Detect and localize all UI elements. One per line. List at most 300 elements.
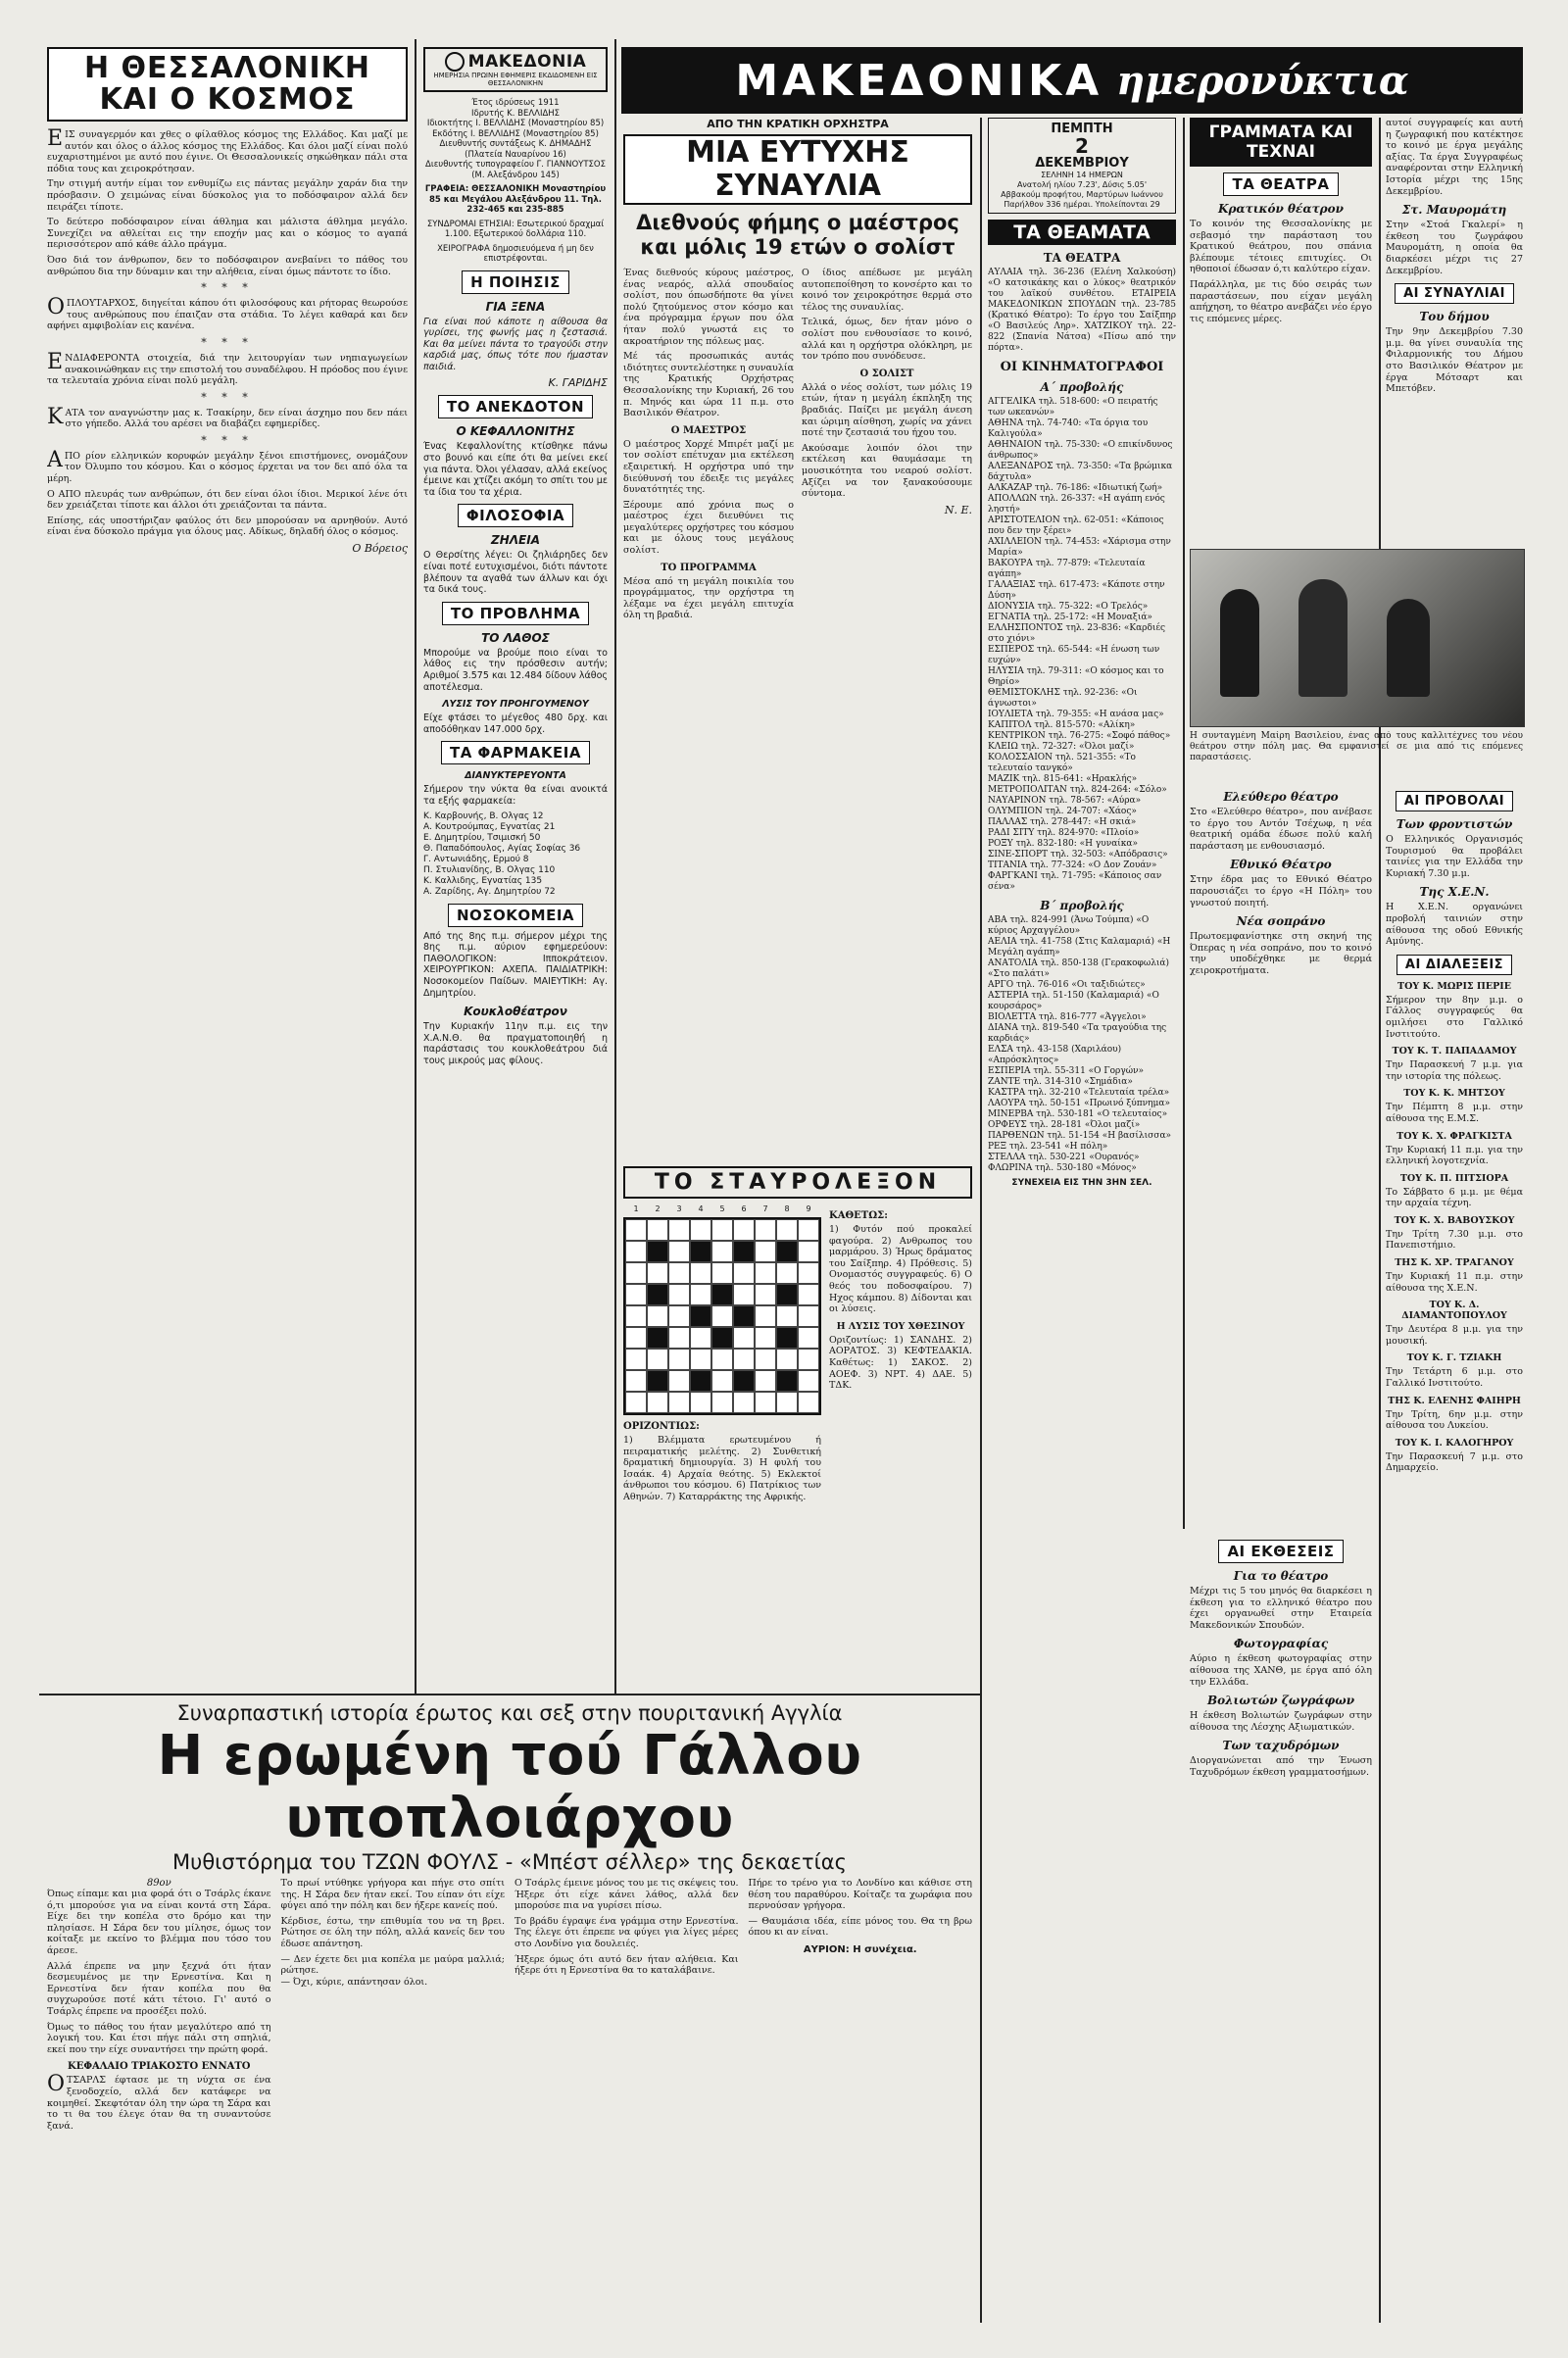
down-title: ΚΑΘΕΤΩΣ:: [829, 1210, 888, 1221]
anecdote-text: Ένας Κεφαλλονίτης κτίσθηκε πάνω στο βουνό και είπε ότι θα μείνει εκεί για πάντα. Όλοι γέλασαν, αλλά εκείνος έμεινε και χτίζει ακόμη το σπίτι του με τα ίδια του τα χέρια.: [423, 441, 608, 498]
article-paragraph: ΑΠΟ ρίον ελληνικών κορυφών μεγάλην ξένοι επιστήμονες, ονομάζουν τον Όλυμπο του κόσμου. Και ο κόσμος έρχεται να τον δει από όλα τα μέρη.: [47, 447, 408, 485]
crossword-cell[interactable]: [733, 1349, 755, 1370]
crossword-cell[interactable]: [625, 1284, 647, 1305]
article-paragraph: Το δεύτερο ποδόσφαιρον είναι άθλημα και μάλιστα άθλημα μεγάλο. Συνεχίζει να αθλείται εις την εποχήν μας και ο κόσμος το αγαπά περισσότερον από κάθε άλλο πράγμα.: [47, 217, 408, 251]
concert-col-a: [623, 268, 794, 625]
hospitals-text: Από της 8ης π.μ. σήμερον μέχρι της 8ης π.μ. αύριον εφημερεύουν: ΠΑΘΟΛΟΓΙΚΟΝ: Ιπποκράτειον. ΧΕΙΡΟΥΡΓΙΚΟΝ: ΑΧΕΠΑ. ΠΑΙΔΙΑΤΡΙΚΗ: Νοσοκομείον Παίδων. ΜΑΙΕΥΤΙΚΗ: Αγ. Δημητρίου.: [423, 930, 608, 999]
exhibition-theatre-title: Για το θέατρο: [1233, 1569, 1329, 1583]
soloist-subhead: Ο ΣΟΛΙΣΤ: [859, 368, 914, 379]
crossword-cell[interactable]: [625, 1305, 647, 1327]
crossword-cell[interactable]: [625, 1219, 647, 1241]
theatres-tab: ΤΑ ΘΕΑΤΡΑ: [1223, 172, 1338, 196]
novel-paragraph: Ήξερε όμως ότι αυτό δεν ήταν αλήθεια. Και ήξερε ότι η Ερνεστίνα θα το καταλάβαινε.: [514, 1953, 739, 1977]
volos-painters-text: Η έκθεση Βολιωτών ζωγράφων στην αίθουσα της Λέσχης Αξιωματικών.: [1190, 1710, 1372, 1733]
month: ΔΕΚΕΜΒΡΙΟΥ: [1035, 156, 1129, 171]
crossword-number: 2: [655, 1204, 661, 1213]
crossword-cell[interactable]: [798, 1262, 819, 1284]
photo-caption: Η συνταγμένη Μαίρη Βασιλείου, ένας από τους καλλιτέχνες του νέου θεάτρου στην πόλη μας. Θα εμφανιστεί σε μια από τις επόμενες παραστάσεις.: [1190, 731, 1523, 762]
crossword-cell: [711, 1327, 733, 1349]
novel-col-2: [281, 1878, 506, 2136]
cinema-item: ΔΙΟΝΥΣΙΑ τηλ. 75-322: «Ο Τρελός»: [988, 602, 1149, 612]
cinema-item: ΑΕΛΙΑ τηλ. 41-758 (Στις Καλαμαριά) «Η Μεγάλη αγάπη»: [988, 937, 1171, 958]
crossword-cell[interactable]: [755, 1327, 776, 1349]
cinema-item: ΚΛΕΙΩ τηλ. 72-327: «Όλοι μαζί»: [988, 742, 1135, 752]
cinema-item: ΣΤΕΛΛΑ τηλ. 530-221 «Ουρανός»: [988, 1153, 1140, 1162]
col7-lower: [1386, 784, 1523, 2323]
masthead-title: ΜΑΚΕΔΟΝΙΑ: [467, 52, 587, 72]
first-run-title: Α΄ προβολής: [1040, 380, 1124, 394]
crossword-cell[interactable]: [690, 1327, 711, 1349]
lecture-title: ΤΗΣ Κ. ΧΡ. ΤΡΑΓΑΝΟΥ: [1395, 1257, 1514, 1269]
cinema-item: ΟΡΦΕΥΣ τηλ. 28-181 «Όλοι μαζί»: [988, 1120, 1141, 1130]
cinema-item: ΡΟΞΥ τηλ. 832-180: «Η γυναίκα»: [988, 839, 1139, 849]
crossword-cell[interactable]: [755, 1262, 776, 1284]
shows-title: ΤΑ ΘΕΑΜΑΤΑ: [988, 220, 1176, 245]
philosophy-text: Ο Θερσίτης λέγει: Οι ζηλιάρηδες δεν είναι ποτέ ευτυχισμένοι, διότι πάντοτε βλέπουν τα αγαθά των άλλων και όχι τα δικά τους.: [423, 550, 608, 596]
cinema-item: ΕΣΠΕΡΟΣ τηλ. 65-544: «Η ένωση των ευχών»: [988, 645, 1160, 665]
column-thessaloniki: [47, 47, 408, 1694]
cinema-item: ΑΡΙΣΤΟΤΕΛΙΟΝ τηλ. 62-051: «Κάποιος που δεν την ξέρει»: [988, 516, 1164, 536]
crossword-number: 9: [806, 1204, 811, 1213]
cinema-item: ΠΑΡΘΕΝΩΝ τηλ. 51-154 «Η βασίλισσα»: [988, 1131, 1172, 1141]
soprano-title: Νέα σοπράνο: [1236, 914, 1326, 929]
concerts-text: Την 9ην Δεκεμβρίου 7.30 μ.μ. θα γίνει συναυλία της Φιλαρμονικής του Δήμου στο Βασιλικόν Θέατρον με έργα Μότσαρτ και Μπετόβεν.: [1386, 326, 1523, 395]
lecture-title: ΤΟΥ Κ. Κ. ΜΗΤΣΟΥ: [1403, 1088, 1505, 1100]
crossword-cell[interactable]: [798, 1241, 819, 1262]
crossword-cell[interactable]: [755, 1219, 776, 1241]
screenings-title: ΑΙ ΠΡΟΒΟΛΑΙ: [1396, 791, 1513, 811]
free-theatre-title: Ελεύθερο θέατρο: [1223, 790, 1339, 804]
article-paragraph: Επίσης, εάς υποστήριζαν φαύλος ότι δεν μπορούσαν να αρνηθούν. Αυτό είναι ένα δύσκολο πράγμα για όλους μας. Αδίκως, δηλαδή όλος ο κόσμος.: [47, 515, 408, 538]
crossword-cell[interactable]: [647, 1219, 668, 1241]
article-paragraph: Όσο διά τον άνθρωπον, δεν το ποδόσφαιρον ανεβαίνει το πάθος του ανθρώπου δια την δύναμιν και την αλήθεια, είναι όμως πάντοτε το ίδιο.: [47, 254, 408, 277]
novel-col-3: [514, 1878, 739, 2136]
section-separator: * * *: [201, 433, 254, 447]
crossword-cell[interactable]: [711, 1392, 733, 1413]
crossword-cell[interactable]: [776, 1392, 798, 1413]
crossword-cell[interactable]: [755, 1370, 776, 1392]
crossword-number: 4: [698, 1204, 704, 1213]
novel-paragraph: Ο Τσάρλς έμεινε μόνος του με τις σκέψεις του. Ήξερε ότι είχε κάνει λάθος, αλλά δεν μπορούσε πια να γυρίσει πίσω.: [514, 1878, 739, 1912]
crossword-cell[interactable]: [798, 1284, 819, 1305]
photo-figure: [1298, 579, 1348, 697]
problem-text: Μπορούμε να βρούμε ποιο είναι το λάθος εις την πρόσθεσιν αυτήν; Αριθμοί 3.575 και 12.484 δίδουν λάθος αποτέλεσμα.: [423, 647, 608, 693]
novel-headline: Η ερωμένη τού Γάλλου υποπλοιάρχου: [157, 1724, 862, 1850]
section-separator: * * *: [201, 390, 254, 404]
crossword-cell[interactable]: [625, 1262, 647, 1284]
crossword-cell: [776, 1284, 798, 1305]
section-separator: * * *: [201, 281, 254, 295]
crossword-cell[interactable]: [625, 1392, 647, 1413]
pharmacy-item: Π. Στυλιανίδης, Β. Ολγας 110: [423, 864, 556, 875]
state-theatre-text: Το κοινόν της Θεσσαλονίκης με σεβασμό την παράσταση του Κρατικού θεάτρου, που σπάνια βλέπουμε τέτοιες επιτυχίες. Οι ηθοποιοί έδωσαν ό,τι καλύτερο είχαν.: [1190, 219, 1372, 275]
crossword-cell[interactable]: [711, 1370, 733, 1392]
cinema-item: ΑΓΓΕΛΙΚΑ τηλ. 518-600: «Ο πειρατής των ωκεανών»: [988, 397, 1158, 418]
national-theatre-text: Στην έδρα μας το Εθνικό Θέατρο παρουσιάζει το έργο «Η Πόλη» του γνωστού ποιητή.: [1190, 874, 1372, 909]
crossword-cell[interactable]: [733, 1392, 755, 1413]
pharmacies-list: [423, 811, 608, 898]
crossword-column-numbers: [625, 1204, 819, 1213]
lecture-text: Την Παρασκευή 7 μ.μ. στο Δημαρχείο.: [1386, 1450, 1523, 1474]
poem-text: Για είναι πού κάποτε η αίθουσα θα γυρίσει, της φωνής μας η ζεστασιά. Και θα μείνει πάντα το τραγούδι στην καρδιά μας, όπως τότε που ήμασταν παιδιά.: [423, 316, 608, 372]
column-rule: [415, 39, 416, 1695]
crossword-cell[interactable]: [711, 1219, 733, 1241]
exhibition-theatre-text: Μέχρι τις 5 του μηνός θα διαρκέσει η έκθεση για το ελληνικό θέατρο που έχει οργανωθεί στην Εταιρεία Μακεδονικών Σπουδών.: [1190, 1586, 1372, 1631]
puppet-text: Την Κυριακήν 11ην π.μ. εις την Χ.Α.Ν.Θ. θα πραγματοποιηθή η παράστασις του κουκλοθεάτρου διά τους μικρούς μας φίλους.: [423, 1021, 608, 1066]
screenings-subtitle: Των φροντιστών: [1396, 817, 1513, 831]
crossword-cell[interactable]: [668, 1241, 690, 1262]
puppet-title: Κουκλοθέατρον: [464, 1005, 567, 1019]
cinema-item: ΟΛΥΜΠΙΟΝ τηλ. 24-707: «Χάος»: [988, 807, 1137, 816]
crossword-cell[interactable]: [625, 1349, 647, 1370]
lectures-list: [1386, 981, 1523, 1474]
cinema-item: ΕΓΝΑΤΙΑ τηλ. 25-172: «Η Μοναξιά»: [988, 613, 1152, 622]
crossword-cell[interactable]: [690, 1284, 711, 1305]
crossword-cell[interactable]: [733, 1284, 755, 1305]
anecdote-title: ΤΟ ΑΝΕΚΔΟΤΟΝ: [438, 395, 593, 418]
crossword-cell[interactable]: [711, 1262, 733, 1284]
crossword-cell[interactable]: [668, 1370, 690, 1392]
novel-body: [47, 1878, 972, 2136]
lecture-title: ΤΟΥ Κ. ΜΩΡΙΣ ΠΕΡΙΕ: [1397, 980, 1511, 992]
pharmacy-item: Κ. Καρβουνής, Β. Ολγας 12: [423, 811, 544, 821]
novel-paragraph: Το βράδυ έγραψε ένα γράμμα στην Ερνεστίνα. Της έλεγε ότι έπρεπε να φύγει για λίγες μέρες στο Λονδίνο για δουλειές.: [514, 1915, 739, 1949]
poetry-title: Η ΠΟΙΗΣΙΣ: [462, 270, 569, 294]
novel-paragraph: — Δεν έχετε δει μια κοπέλα με μαύρα μαλλιά; ρώτησε. — Όχι, κύριε, απάντησαν όλοι.: [280, 1953, 505, 1988]
crossword-cell[interactable]: [668, 1305, 690, 1327]
tomorrow-note: ΑΥΡΙΟΝ: Η συνέχεια.: [803, 1943, 917, 1955]
crossword-cell[interactable]: [755, 1349, 776, 1370]
crossword-number: 6: [741, 1204, 747, 1213]
cinema-item: ΜΑΖΙΚ τηλ. 815-641: «Ηρακλής»: [988, 774, 1138, 784]
crossword-cell: [647, 1370, 668, 1392]
photo-figure: [1387, 599, 1430, 697]
banner-title: ΜΑΚΕΔΟΝΙΚΑ: [735, 55, 1103, 106]
crossword-cell[interactable]: [690, 1392, 711, 1413]
crossword-cell[interactable]: [711, 1305, 733, 1327]
masthead-info: [423, 98, 608, 265]
crossword-cell: [690, 1305, 711, 1327]
concerts-title: ΑΙ ΣΥΝΑΥΛΙΑΙ: [1395, 283, 1514, 304]
problem-subtitle: ΤΟ ΛΑΘΟΣ: [481, 630, 550, 645]
emblem-icon: [445, 52, 465, 72]
crossword-section: [623, 1166, 972, 1691]
painter-title: Στ. Μαυρομάτη: [1401, 203, 1507, 218]
cinema-item: ΣΙΝΕ-ΣΠΟΡΤ τηλ. 32-503: «Απόδρασις»: [988, 850, 1168, 860]
novel-kicker: Συναρπαστική ιστορία έρωτος και σεξ στην πουριτανική Αγγλία: [176, 1701, 843, 1725]
editor: Διευθυντής συντάξεως Κ. ΔΗΜΑΔΗΣ (Πλατεία Ναυαρίνου 16): [439, 139, 592, 160]
novel-paragraph: Κέρδισε, έστω, την επιθυμία του να τη βρει. Ρώτησε σε όλη την πόλη, αλλά κανείς δεν του έδωσε απάντηση.: [280, 1915, 505, 1949]
novel-paragraph: ΟΤΣΑΡΛΣ έφτασε με τη νύχτα σε ένα ξενοδοχείο, αλλά δεν κατάφερε να κοιμηθεί. Σκεφτόταν όλη την ώρα τη Σάρα και το τι θα του έλεγε όταν θα τη συναντούσε ξανά.: [47, 2072, 271, 2132]
section-banner: [621, 47, 1523, 114]
photo-caption-box: [1190, 731, 1523, 780]
lecture-title: ΤΟΥ Κ. Τ. ΠΑΠΑΔΑΜΟΥ: [1392, 1046, 1517, 1057]
crossword-cell[interactable]: [776, 1305, 798, 1327]
cinema-item: ΑΘΗΝΑ τηλ. 74-740: «Τα όργια του Καλιγούλα»: [988, 418, 1149, 439]
subscriptions: ΣΥΝΔΡΟΜΑΙ ΕΤΗΣΙΑΙ: Εσωτερικού δραχμαί 1.100. Εξωτερικού δολλάρια 110.: [426, 219, 605, 239]
date-box: [988, 118, 1176, 214]
crossword-body: [623, 1204, 972, 1507]
xen-text: Η Χ.Ε.Ν. οργανώνει προβολή ταινιών στην αίθουσα της οδού Εθνικής Αμύνης.: [1386, 902, 1523, 948]
crossword-cell[interactable]: [668, 1284, 690, 1305]
crossword-cell[interactable]: [798, 1219, 819, 1241]
state-theatre-title: Κρατικόν θέατρον: [1218, 202, 1344, 216]
printer: Διευθυντής τυπογραφείου Γ. ΓΙΑΝΝΟΥΤΣΟΣ (Μ. Αλεξάνδρου 145): [425, 160, 606, 180]
crossword-cell[interactable]: [625, 1327, 647, 1349]
crossword-solution: Οριζοντίως: 1) ΣΑΝΔΗΣ. 2) ΑΟΡΑΤΟΣ. 3) ΚΕΦΤΕΔΑΚΙΑ. Καθέτως: 1) ΣΑΚΟΣ. 2) ΑΟΕΦ. 3) ΝΡΤ. 4) ΔΑΕ. 5) ΤΔΚ.: [829, 1334, 972, 1392]
concert-deck: Διεθνούς φήμης ο μαέστρος και μόλις 19 ετών ο σολίστ: [636, 211, 959, 259]
lecture-text: Την Τρίτη, 6ην μ.μ. στην αίθουσα του Λυκείου.: [1386, 1408, 1523, 1432]
banner-script: ημερονύκτια: [1116, 57, 1409, 104]
crossword-cell[interactable]: [798, 1327, 819, 1349]
crossword-cell[interactable]: [668, 1219, 690, 1241]
serial-number: 89ον: [146, 1878, 172, 1889]
concert-col-b: [802, 268, 972, 625]
concert-subtitle: Του δήμου: [1419, 310, 1490, 324]
soprano-text: Πρωτοεμφανίστηκε στη σκηνή της Όπερας η νέα σοπράνο, που το κοινό την υποδέχθηκε με θερμά χειροκροτήματα.: [1190, 931, 1372, 976]
pharmacy-item: Ε. Δημητρίου, Τσιμισκή 50: [423, 832, 541, 843]
column-masthead: [423, 47, 608, 1694]
crossword-left: [623, 1204, 821, 1507]
anecdote-subtitle: Ο ΚΕΦΑΛΛΟΝΙΤΗΣ: [456, 424, 575, 439]
article-paragraph: Ένας διεθνούς κύρους μαέστρος, ένας νεαρός, αλλά σπουδαίος σολίστ, που όπωσδήποτε θα γίνει πολύ ζητούμενος στον κόσμο και ένα πρόγραμμα έργων που όλα ήταν πολύ γνωστά εις το ακροατήριον της πόλεως μας.: [623, 268, 794, 347]
article-paragraph: ΚΑΤΑ τον αναγνώστην μας κ. Τσακίρην, δεν είναι άσχημο που δεν πάει στο γήπεδο. Αλλά του αρέσει να διαβάζει εφημερίδες.: [47, 404, 408, 430]
free-theatre-text: Στο «Ελεύθερο θέατρο», που ανέβασε το έργο του Αντόν Τσέχωφ, η νέα θεατρική ομάδα έδωσε πολύ καλή παράσταση με ενθουσιασμό.: [1190, 807, 1372, 852]
novel-paragraph: Πήρε το τρένο για το Λονδίνο και κάθισε στη θέση του παραθύρου. Κοίταζε τα χωράφια που περνούσαν γρήγορα.: [748, 1878, 972, 1912]
lecture-title: ΤΟΥ Κ. Π. ΠΙΤΣΙΟΡΑ: [1399, 1172, 1509, 1184]
cinema-item: ΚΟΛΟΣΣΑΙΟΝ τηλ. 521-355: «Το τελευταίο τανγκό»: [988, 753, 1136, 773]
program-subhead: ΤΟ ΠΡΟΓΡΑΜΜΑ: [661, 562, 757, 573]
crossword-cell[interactable]: [647, 1305, 668, 1327]
cinema-item: ΔΙΑΝΑ τηλ. 819-540 «Τα τραγούδια της καρδιάς»: [988, 1023, 1167, 1044]
down-clues: 1) Φυτόν πού προκαλεί φαγούρα. 2) Ανθρωπος του μαρμάρου. 3) Ήρως δράματος του Σαίξπηρ. 4) Πρόθεσις. 5) Ονομαστός συγγραφεύς. 6) Ο θεός του ποδοσφαίρου. 7) Ηχος κάμπου. 8) Δίδονται και οι λύσεις.: [829, 1224, 972, 1315]
crossword-cell[interactable]: [733, 1262, 755, 1284]
arts-header: ΓΡΑΜΜΑΤΑ ΚΑΙ ΤΕΧΝΑΙ: [1190, 118, 1372, 167]
crossword-cell[interactable]: [668, 1349, 690, 1370]
lecture-title: ΤΗΣ Κ. ΕΛΕΝΗΣ ΦΑΙΗΡΗ: [1388, 1395, 1521, 1406]
crossword-number: 3: [676, 1204, 682, 1213]
crossword-solution-title: Η ΛΥΣΙΣ ΤΟΥ ΧΘΕΣΙΝΟΥ: [836, 1320, 965, 1332]
crossword-cell[interactable]: [755, 1392, 776, 1413]
crossword-cell[interactable]: [625, 1241, 647, 1262]
article-paragraph: Ο ίδιος απέδωσε με μεγάλη αυτοπεποίθηση το κονσέρτο και το κοινό τον χειροκρότησε θερμά στο τέλος της συναυλίας.: [802, 268, 972, 313]
arts-intro: αυτοί συγγραφείς και αυτή η ζωγραφική που κατέκτησε το κοινό με έργα μεγάλης αξίας. Τα έργα Συγγραφέως αναφέρονται στην Ελληνική Ιστορία μέχρι της 15ης Δεκεμβρίου.: [1386, 118, 1523, 197]
cinema-item: ΑΛΚΑΖΑΡ τηλ. 76-186: «Ιδιωτική ζωή»: [988, 483, 1163, 493]
cinema-item: ΚΑΠΙΤΟΛ τηλ. 815-570: «Αλίκη»: [988, 720, 1136, 730]
crossword-cell[interactable]: [798, 1305, 819, 1327]
lecture-text: Την Πέμπτη 8 μ.μ. στην αίθουσα της Ε.Μ.Σ.: [1386, 1102, 1523, 1124]
cinema-item: ΒΑΚΟΥΡΑ τηλ. 77-879: «Τελευταία αγάπη»: [988, 559, 1146, 579]
pharmacies-intro: Σήμερον την νύκτα θα είναι ανοικτά τα εξής φαρμακεία:: [423, 784, 608, 807]
saints-day: Αββακούμ προφήτου, Μαρτύρων Ιωάννου: [1001, 190, 1163, 199]
pharmacy-item: Κ. Καλλιδης, Εγνατίας 135: [423, 875, 543, 886]
article-paragraph: Μέ τάς προσωπικάς αυτάς ιδιότητες συντελέστηκε η συναυλία της Κρατικής Ορχήστρας Θεσσαλονίκης την Κυριακή, 26 του π. Μηνός και ώρα 11 π.μ. στο Βασιλικόν Θέατρον.: [623, 351, 794, 419]
day-number: 2: [1075, 134, 1089, 158]
col7-upper: [1386, 118, 1523, 549]
crossword-cell[interactable]: [776, 1219, 798, 1241]
manuscripts-note: ΧΕΙΡΟΓΡΑΦΑ δημοσιευόμενα ή μη δεν επιστρέφονται.: [437, 243, 594, 264]
concert-body: [623, 268, 972, 625]
masthead-row: [428, 52, 603, 72]
concert-headline: ΜΙΑ ΕΥΤΥΧΗΣ ΣΥΝΑΥΛΙΑ: [623, 134, 972, 205]
novel-col-1: [47, 1878, 271, 2136]
cinemas-title: ΟΙ ΚΙΝΗΜΑΤΟΓΡΑΦΟΙ: [1000, 360, 1164, 374]
lecture-text: Το Σάββατο 6 μ.μ. με θέμα την αρχαία τέχνη.: [1386, 1186, 1523, 1209]
masthead-subtitle: ΗΜΕΡΗΣΙΑ ΠΡΩΙΝΗ ΕΦΗΜΕΡΙΣ ΕΚΔΙΔΟΜΕΝΗ ΕΙΣ ΘΕΣΣΑΛΟΝΙΚΗΝ: [433, 72, 598, 87]
novel-paragraph: Όπως είπαμε και μια φορά ότι ο Τσάρλς έκανε ό,τι μπορούσε για να είναι κοντά στη Σάρα. Είχε δει την κοπέλα στο δρόμο και την πλησίασε. Η Σάρα δεν του μίλησε, όμως τον κοίταξε με εκείνο το βλέμμα που τόσο του άρεσε.: [47, 1889, 271, 1956]
article-paragraph: ΕΙΣ συναγερμόν και χθες ο φίλαθλος κόσμος της Ελλάδος. Και μαζί με αυτόν και όλος ο άλλος κόσμος της Ελλάδος. Και όλοι μαζί είναι πολύ ευχαριστημένοι με αυτό που έγινε. Οι Θεσσαλονικείς σηκώθηκαν πάλι στα πόδια τους και χειροκρότησαν.: [47, 126, 408, 174]
across-title: ΟΡΙΖΟΝΤΙΩΣ:: [623, 1421, 700, 1432]
crossword-cell[interactable]: [690, 1349, 711, 1370]
article-paragraph: ΟΠΛΟΥΤΑΡΧΟΣ, διηγείται κάπου ότι φιλοσόφους και ρήτορας θεωρούσε τους ανθρώπους που έπαιζαν στα στάδια. Το λέγει καθαρά και δεν αφήνει αμφιβολίαν εις κανένα.: [47, 295, 408, 332]
pharmacies-title: ΤΑ ΦΑΡΜΑΚΕΙΑ: [441, 741, 590, 764]
crossword-cell[interactable]: [690, 1262, 711, 1284]
crossword-cell[interactable]: [755, 1284, 776, 1305]
crossword-cell[interactable]: [668, 1327, 690, 1349]
shows-column: [988, 118, 1176, 2323]
crossword-cell[interactable]: [776, 1349, 798, 1370]
crossword-cell[interactable]: [755, 1241, 776, 1262]
exhibitions-section: [1190, 1534, 1372, 2318]
solution-title: ΛΥΣΙΣ ΤΟΥ ΠΡΟΗΓΟΥΜΕΝΟΥ: [442, 699, 589, 711]
column-rule: [614, 39, 616, 1695]
crossword-cell: [690, 1241, 711, 1262]
philosophy-title: ΦΙΛΟΣΟΦΙΑ: [458, 504, 573, 527]
crossword-number: 1: [633, 1204, 639, 1213]
concert-kicker: ΑΠΟ ΤΗΝ ΚΡΑΤΙΚΗ ΟΡΧΗΣΤΡΑ: [707, 118, 889, 130]
cinema-item: ΝΑΥΑΡΙΝΟΝ τηλ. 78-567: «Αύρα»: [988, 796, 1142, 806]
crossword-grid: [623, 1217, 821, 1415]
cinema-item: ΦΛΩΡΙΝΑ τηλ. 530-180 «Μόνος»: [988, 1163, 1137, 1173]
cinema-item: ΕΛΣΑ τηλ. 43-158 (Χαριλάου) «Απρόσκλητος»: [988, 1045, 1122, 1065]
volos-painters-title: Βολιωτών ζωγράφων: [1206, 1694, 1355, 1708]
article-paragraph: Ο ΑΠΟ πλευράς των ανθρώπων, ότι δεν είναι όλοι ίδιοι. Μερικοί λένε ότι δεν χρειάζεται τίποτε και άλλοι ότι χρειάζονται τα πάντα.: [47, 488, 408, 512]
poem-author: Κ. ΓΑΡΙΔΗΣ: [548, 376, 608, 390]
cinema-item: ΕΣΠΕΡΙΑ τηλ. 55-311 «Ο Γοργών»: [988, 1066, 1145, 1076]
column-rule: [980, 118, 982, 2323]
poem-title: ΓΙΑ ΞΕΝΑ: [485, 299, 546, 314]
crossword-cell: [733, 1305, 755, 1327]
publisher: Εκδότης Ι. ΒΕΛΛΙΔΗΣ (Μοναστηρίου 85): [432, 128, 599, 139]
crossword-cell[interactable]: [668, 1262, 690, 1284]
cinema-item: ΕΛΛΗΣΠΟΝΤΟΣ τηλ. 23-836: «Καρδιές στο χιόνι»: [988, 623, 1166, 644]
crossword-cell[interactable]: [625, 1370, 647, 1392]
article-paragraph: Αλλά ο νέος σολίστ, των μόλις 19 ετών, ήταν η μεγάλη έκπληξη της βραδιάς. Παίζει με μεγάλη άνεση και ώριμη αίσθηση, χωρίς να χάνει ποτέ την ζεστασιά του ήχου του.: [802, 381, 972, 439]
crossword-cell[interactable]: [798, 1349, 819, 1370]
photography-text: Αύριο η έκθεση φωτογραφίας στην αίθουσα της ΧΑΝΘ, με έργα από όλη την Ελλάδα.: [1190, 1653, 1372, 1688]
crossword-cell[interactable]: [755, 1305, 776, 1327]
novel-paragraph: Όμως το πάθος του ήταν μεγαλύτερο από τη λογική του. Και έτσι πήγε πάλι στη σπηλιά, εκεί που την είχε συναντήσει την πρώτη φορά.: [47, 2021, 271, 2055]
crossword-cell[interactable]: [711, 1349, 733, 1370]
cinema-item: ΑΡΓΟ τηλ. 76-016 «Οι ταξιδιώτες»: [988, 980, 1146, 990]
cinema-item: ΡΕΞ τηλ. 23-541 «Η πόλη»: [988, 1142, 1108, 1152]
novel-deck: Μυθιστόρημα του ΤΖΩΝ ΦΟΥΛΣ - «Μπέστ σέλλερ» της δεκαετίας: [172, 1850, 847, 1874]
crossword-cell[interactable]: [776, 1262, 798, 1284]
crossword-cell[interactable]: [711, 1241, 733, 1262]
lecture-title: ΤΟΥ Κ. Χ. ΦΡΑΓΚΙΣΤΑ: [1396, 1130, 1512, 1142]
cinema-item: ΒΙΟΛΕΤΤΑ τηλ. 816-777 «Άγγελοι»: [988, 1012, 1147, 1022]
cinema-item: ΗΛΥΣΙΑ τηλ. 79-311: «Ο κόσμος και το Θηρίο»: [988, 666, 1164, 687]
cinema-item: ΡΑΔΙ ΣΙΤΥ τηλ. 824-970: «Πλοίο»: [988, 828, 1140, 838]
sunrise-sunset: Ανατολή ηλίου 7.23', Δύσις 5.05': [1016, 180, 1148, 189]
novel-paragraph: Το πρωί ντύθηκε γρήγορα και πήγε στο σπίτι της. Η Σάρα δεν ήταν εκεί. Του είπαν ότι είχε φύγει από την πόλη και δεν ήξερε κανείς πού.: [280, 1878, 505, 1912]
pharmacies-subtitle: ΔΙΑΝΥΚΤΕΡΕΥΟΝΤΑ: [465, 770, 566, 782]
article-paragraph: Τελικά, όμως, δεν ήταν μόνο ο σολίστ που ενθουσίασε το κοινό, αλλά και η ορχήστρα ολόκληρη, με τον τρόπο που συνόδευσε.: [802, 317, 972, 363]
crossword-cell: [711, 1284, 733, 1305]
lecture-text: Την Τρίτη 7.30 μ.μ. στο Πανεπιστήμιο.: [1386, 1228, 1523, 1252]
crossword-cell: [647, 1241, 668, 1262]
postmen-text: Διοργανώνεται από την Ένωση Ταχυδρόμων έκθεση γραμματοσήμων.: [1190, 1755, 1372, 1778]
cinema-item: ΜΙΝΕΡΒΑ τηλ. 530-181 «Ο τελευταίος»: [988, 1109, 1168, 1119]
crossword-cell: [733, 1370, 755, 1392]
theatres-list: ΑΥΛΑΙΑ τηλ. 36-236 (Ελένη Χαλκούση) «Ο κατσικάκης και ο λύκος» θεατρικόν του λαϊκού συνθέτου. ΕΤΑΙΡΕΙΑ ΜΑΚΕΔΟΝΙΚΩΝ ΣΠΟΥΔΩΝ τηλ. 23-785 (Κρατικό Θέατρο): Το έργο του Σαίξπηρ «Ο Βασιλεύς Ληρ». ΧΑΤΖΙΚΟΥ τηλ. 22-822 (Σπανία Νάτσα) «Πίσω από την πόρτα».: [988, 268, 1176, 353]
cinema-item: ΚΕΝΤΡΙΚΟΝ τηλ. 76-275: «Σοφό πάθος»: [988, 731, 1171, 741]
lecture-title: ΤΟΥ Κ. Χ. ΒΑΒΟΥΣΚΟΥ: [1394, 1214, 1515, 1226]
cinema-item: ΖΑΝΤΕ τηλ. 314-310 «Σημάδια»: [988, 1077, 1133, 1087]
theatre-photo: [1190, 549, 1525, 727]
continued-note: ΣΥΝΕΧΕΙΑ ΕΙΣ ΤΗΝ 3ΗΝ ΣΕΛ.: [1011, 1178, 1152, 1188]
lecture-text: Την Παρασκευή 7 μ.μ. για την ιστορία της πόλεως.: [1386, 1059, 1523, 1082]
owner: Ιδιοκτήτης Ι. ΒΕΛΛΙΔΗΣ (Μοναστηρίου 85): [426, 119, 605, 128]
pharmacy-item: Α. Ζαρίδης, Αγ. Δημητρίου 72: [423, 886, 556, 897]
crossword-cell[interactable]: [647, 1262, 668, 1284]
philosophy-subtitle: ΖΗΛΕΙΑ: [491, 533, 540, 548]
pharmacy-item: Θ. Παπαδόπουλος, Αγίας Σοφίας 36: [423, 843, 581, 854]
column-rule: [1379, 118, 1381, 2323]
days-remaining: Παρήλθον 336 ημέραι. Υπολείπονται 29: [1004, 200, 1160, 209]
arts-column-lower: [1190, 784, 1372, 1529]
crossword-cell[interactable]: [733, 1219, 755, 1241]
section-separator: * * *: [201, 335, 254, 349]
crossword-cell[interactable]: [690, 1219, 711, 1241]
crossword-cell[interactable]: [798, 1392, 819, 1413]
section-rule: [39, 1694, 980, 1695]
crossword-cell[interactable]: [733, 1327, 755, 1349]
founder: Ιδρυτής Κ. ΒΕΛΛΙΔΗΣ: [470, 108, 561, 119]
crossword-cell: [776, 1241, 798, 1262]
crossword-number: 8: [784, 1204, 790, 1213]
solution-text: Είχε φτάσει το μέγεθος 480 δρχ. και αποδόθηκαν 147.000 δρχ.: [423, 712, 608, 735]
offices: ΓΡΑΦΕΙΑ: ΘΕΣΣΑΛΟΝΙΚΗ Μοναστηρίου 85 και Μεγάλου Αλεξάνδρου 11. Τηλ. 232-465 και 235-885: [424, 184, 607, 215]
cinema-item: ΑΣΤΕΡΙΑ τηλ. 51-150 (Καλαμαριά) «Ο κουρσάρος»: [988, 991, 1159, 1011]
article-paragraph: Ακούσαμε λοιπόν όλοι την εκτέλεση και θαυμάσαμε τη μουσικότητα του νεαρού σολίστ. Αξίζει να τον ξανακούσουμε σύντομα.: [802, 442, 972, 500]
novel-col-4: [749, 1878, 973, 2136]
second-run-list: [988, 915, 1176, 1174]
article-paragraph: Την στιγμή αυτήν είμαι τον ενθυμίζω εις πάντας μεγάλην χαράν δια την πρόσβασιν. Ο χειμώνας είναι δύσκολος για το ποδόσφαιρον αλλά δεν πειράζει τίποτε.: [47, 178, 408, 213]
article-paragraph: Ξέρουμε από χρόνια πως ο μαέστρος έχει διευθύνει τις μεγαλύτερες ορχήστρες του κόσμου και με όλους τους μεγάλους σολίστ.: [623, 499, 794, 557]
postmen-title: Των ταχυδρόμων: [1222, 1739, 1340, 1753]
crossword-number: 7: [762, 1204, 768, 1213]
screenings-text: Ο Ελληνικός Οργανισμός Τουρισμού θα προβάλει ταινίες για την Ελλάδα την Κυριακή 7.30 μ.μ.: [1386, 834, 1523, 879]
problem-title: ΤΟ ΠΡΟΒΛΗΜΑ: [442, 602, 589, 625]
crossword-cell[interactable]: [647, 1349, 668, 1370]
concert-signature: Ν. Ε.: [944, 503, 972, 516]
crossword-cell: [690, 1370, 711, 1392]
crossword-cell[interactable]: [668, 1392, 690, 1413]
lecture-title: ΤΟΥ Κ. Δ. ΔΙΑΜΑΝΤΟΠΟΥΛΟΥ: [1401, 1300, 1507, 1322]
article-paragraph: ΕΝΔΙΑΦΕΡΟΝΤΑ στοιχεία, διά την λειτουργίαν των νηπιαγωγείων ανακοινώθηκαν εις την επιστολή του συναδέλφου. Η πρόοδος που έγινε τα τελευταία χρόνια είναι πολύ μεγάλη.: [47, 349, 408, 387]
lectures-title: ΑΙ ΔΙΑΛΕΞΕΙΣ: [1396, 955, 1512, 975]
crossword-cell[interactable]: [647, 1392, 668, 1413]
cinema-item: ΑΠΟΛΛΩΝ τηλ. 26-337: «Η αγάπη ενός ληστή»: [988, 494, 1165, 515]
cinema-item: ΑΧΙΛΛΕΙΟΝ τηλ. 74-453: «Χάρισμα στην Μαρία»: [988, 537, 1171, 558]
cinema-item: ΑΘΗΝΑΙΟΝ τηλ. 75-330: «Ο επικίνδυνος άνθρωπος»: [988, 440, 1173, 461]
photography-title: Φωτογραφίας: [1233, 1637, 1329, 1651]
crossword-cell[interactable]: [798, 1370, 819, 1392]
across-clues: 1) Βλέμματα ερωτευμένου ή πειραματικής μελέτης. 2) Συνθετική δραματική δημιουργία. 3) Η φυλή του Ισαάκ. 4) Αρχαία θεότης. 5) Εκλεκτοί άνθρωποι του κόσμου. 6) Πατρίκιος των Αθηνών. 7) Καταρράκτης της Αφρικής.: [623, 1435, 821, 1502]
cinema-item: ΑΛΕΞΑΝΔΡΟΣ τηλ. 73-350: «Τα βρώμικα δάχτυλα»: [988, 462, 1173, 482]
cinema-item: ΜΕΤΡΟΠΟΛΙΤΑΝ τηλ. 824-264: «Σόλο»: [988, 785, 1167, 795]
